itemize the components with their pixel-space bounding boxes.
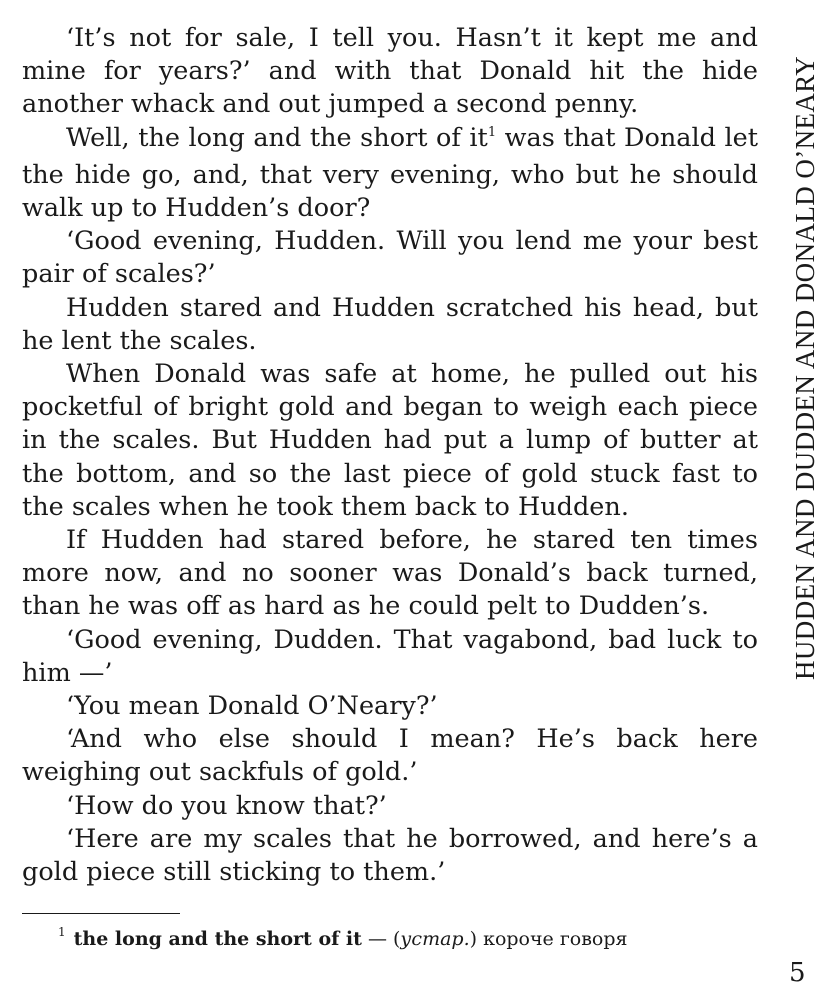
paragraph (22, 122, 758, 226)
paragraph: When Donald was safe at home, he pulled out his pocketful of bright gold and began to weigh each piece in the scales. But Hudden had put a lump of butter at the bottom, and so the last piece of gold stuck fast to the scales when he took them back to Hudden. (22, 359, 758, 522)
paragraph-text: Well, the long and the short of it (66, 122, 488, 153)
footnote-dash: — ( (361, 928, 401, 950)
page-number: 5 (789, 958, 806, 988)
footnote-label: устар. (400, 928, 470, 950)
paragraph: Hudden stared and Hudden scratched his head, but he lent the scales. (22, 292, 758, 356)
paragraph: ‘Good evening, Dudden. That vagabond, bad luck to him —’ (22, 624, 758, 688)
running-head: HUDDEN AND DUDDEN AND DONALD O’NEARY (790, 55, 820, 680)
footnote-marker: 1 (58, 925, 66, 939)
footnote-reference[interactable]: 1 (487, 124, 497, 140)
footnote-translation: ) короче говоря (469, 928, 628, 950)
paragraph: If Hudden had stared before, he stared ten times more now, and no sooner was Donald’s back turned, than he was off as hard as he could pelt to Dudden’s. (22, 525, 758, 622)
paragraph: ‘Here are my scales that he borrowed, and here’s a gold piece still sticking to them.’ (22, 823, 758, 888)
paragraph: ‘And who else should I mean? He’s back here weighing out sackfuls of gold.’ (22, 724, 758, 788)
paragraph-text: was that Donald let the hide go, and, that very evening, who but he should walk up to Hudden’s door? (22, 122, 758, 224)
footnote-term: the long and the short of it (73, 928, 362, 950)
paragraph: ‘Good evening, Hudden. Will you lend me your best pair of scales?’ (22, 226, 758, 290)
paragraph: ‘It’s not for sale, I tell you. Hasn’t it kept me and mine for years?’ and with that Donald hit the hide another whack and out jumped a second penny. (22, 23, 758, 120)
footnote-divider (22, 913, 180, 914)
main-text (22, 22, 758, 889)
paragraph: ‘How do you know that?’ (66, 790, 387, 821)
paragraph: ‘You mean Donald O’Neary?’ (66, 691, 438, 722)
footnote (58, 925, 628, 955)
